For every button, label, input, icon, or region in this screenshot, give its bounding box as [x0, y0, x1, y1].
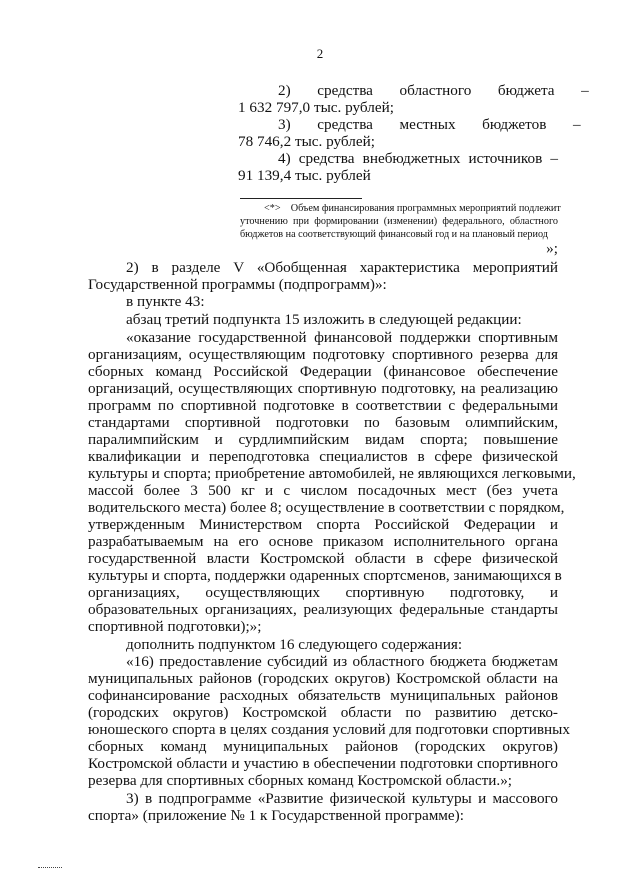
- text-line: культуры и спорта, поддержки одаренных спортсменов, занимающихся в: [88, 567, 562, 584]
- budget-amount-extrabudgetary: 91 139,4 тыс. рублей: [238, 167, 371, 184]
- text-line: спортивной подготовки);»;: [88, 618, 262, 635]
- text-line: «16) предоставление субсидий из областного бюджета бюджетам: [126, 653, 558, 670]
- text-line: «оказание государственной финансовой поддержки спортивным: [126, 329, 558, 346]
- footnote-line: <*> Объем финансирования программных мероприятий подлежит: [264, 203, 561, 214]
- text-line: массой более 3 500 кг и с числом посадочных мест (без учета: [88, 482, 558, 499]
- page-number: 2: [316, 46, 324, 61]
- budget-item-local: 3) средства местных бюджетов –: [278, 116, 581, 133]
- footnote-line: бюджетов на соответствующий финансовый год и на плановый период: [240, 229, 548, 240]
- text-line: образовательных организациях, реализующих федеральные стандарты: [88, 601, 558, 618]
- paragraph-3-intro: абзац третий подпункта 15 изложить в следующей редакции:: [126, 311, 522, 328]
- text-line: организациях, осуществляющих спортивную подготовку, и: [88, 584, 558, 601]
- footnote-line: уточнению при формировании (изменении) федерального, областного: [240, 216, 558, 227]
- subpoint-16-intro: дополнить подпунктом 16 следующего содержания:: [126, 636, 463, 653]
- text-line: сборных команд муниципальных районов (городских округов): [88, 738, 558, 755]
- budget-line: 2) средства областного бюджета –: [278, 82, 589, 99]
- budget-amount-local: 78 746,2 тыс. рублей;: [238, 133, 375, 150]
- budget-item-extrabudgetary: 4) средства внебюджетных источников –: [278, 150, 558, 167]
- text-line: культуры и спорта; приобретение автомобилей, не являющихся легковыми,: [88, 465, 576, 482]
- text-line: паралимпийским и сурдлимпийским видам спорта; повышение: [88, 431, 558, 448]
- text-line: организаций, осуществляющих спортивную подготовку, на реализацию: [88, 380, 558, 397]
- section-2-heading: 2) в разделе V «Обобщенная характеристика мероприятий Государственной программы (подпрограмм)»:: [88, 259, 558, 293]
- text-line: государственной власти Костромской области в сфере физической: [88, 550, 558, 567]
- budget-amount-regional: 1 632 797,0 тыс. рублей;: [238, 99, 394, 116]
- subpoint-16-text: [88, 653, 570, 789]
- budget-item-regional: [88, 82, 589, 99]
- text-line: стандартами спортивной подготовки по базовым олимпийским,: [88, 414, 558, 431]
- text-line: юношеского спорта в целях создания условий для подготовки спортивных: [88, 721, 570, 738]
- text-line: утвержденным Министерством спорта Российской Федерации и: [88, 516, 558, 533]
- scan-mark: [38, 867, 62, 868]
- text-line: программ по спортивной подготовке в соответствии с федеральными: [88, 397, 558, 414]
- footnote: [240, 202, 561, 241]
- subpoint-15-text: [88, 329, 576, 635]
- item-43: в пункте 43:: [126, 293, 205, 310]
- text-line: резерва для спортивных сборных команд Костромской области.»;: [88, 772, 513, 789]
- text-line: разрабатываемым на его основе приказом исполнительного органа: [88, 533, 558, 550]
- text-line: Костромской области и участию в обеспечении подготовки спортивного: [88, 755, 558, 772]
- text-line: квалификации и переподготовка специалистов в сфере физической: [88, 448, 558, 465]
- text-line: (городских округов) Костромской области по развитию детско-: [88, 704, 558, 721]
- closing-quote: »;: [546, 240, 558, 257]
- text-line: софинансирование расходных обязательств муниципальных районов: [88, 687, 558, 704]
- footnote-separator: [240, 198, 362, 199]
- text-line: муниципальных районов (городских округов) Костромской области на: [88, 670, 558, 687]
- text-line: организациям, осуществляющим подготовку спортивного резерва для: [88, 346, 558, 363]
- text-line: водительского места) более 8; осуществление в соответствии с порядком,: [88, 499, 565, 516]
- section-3-heading: 3) в подпрограмме «Развитие физической культуры и массового спорта» (приложение № 1 к Государственной программе):: [88, 790, 558, 824]
- text-line: сборных команд Российской Федерации (финансовое обеспечение: [88, 363, 558, 380]
